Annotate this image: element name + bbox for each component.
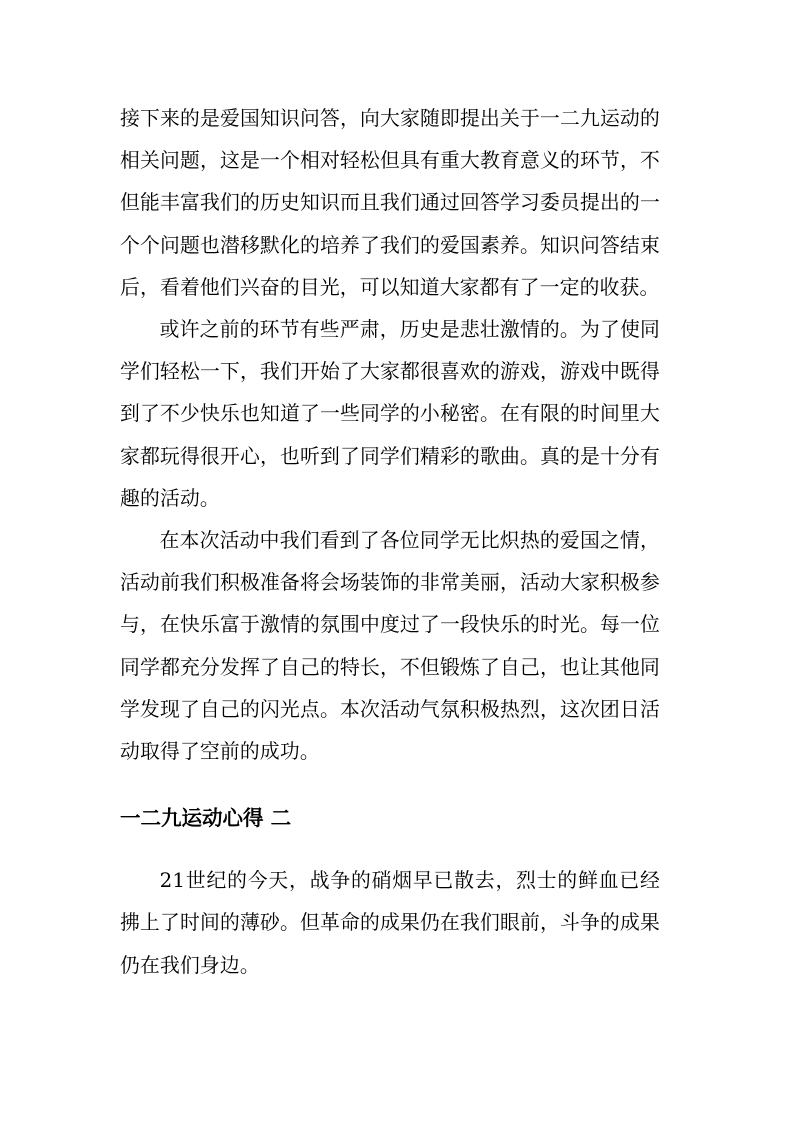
paragraph-games: 或许之前的环节有些严肃，历史是悲壮激情的。为了使同学们轻松一下，我们开始了大家都很喜欢的游戏，游戏中既得到了不少快乐也知道了一些同学的小秘密。在有限的时间里大家都玩得很开心，也听到了同学们精彩的歌曲。真的是十分有趣的活动。	[120, 318, 660, 510]
document-body	[120, 98, 660, 987]
section-heading: 一二九运动心得 二	[120, 806, 292, 831]
paragraph-summary: 在本次活动中我们看到了各位同学无比炽热的爱国之情，活动前我们积极准备将会场装饰的非常美丽，活动大家积极参与，在快乐富于激情的氛围中度过了一段快乐的时光。每一位同学都充分发挥了自己的特长，不但锻炼了自己，也让其他同学发现了自己的闪光点。本次活动气氛积极热烈，这次团日活动取得了空前的成功。	[120, 529, 660, 764]
paragraph-quiz: 接下来的是爱国知识问答，向大家随即提出关于一二九运动的相关问题，这是一个相对轻松但具有重大教育意义的环节，不但能丰富我们的历史知识而且我们通过回答学习委员提出的一个个问题也潜移默化的培养了我们的爱国素养。知识问答结束后，看着他们兴奋的目光，可以知道大家都有了一定的收获。	[120, 107, 660, 299]
paragraph-reflection: 21世纪的今天，战争的硝烟早已散去，烈士的鲜血已经拂上了时间的薄砂。但革命的成果仍在我们眼前，斗争的成果仍在我们身边。	[120, 869, 660, 977]
